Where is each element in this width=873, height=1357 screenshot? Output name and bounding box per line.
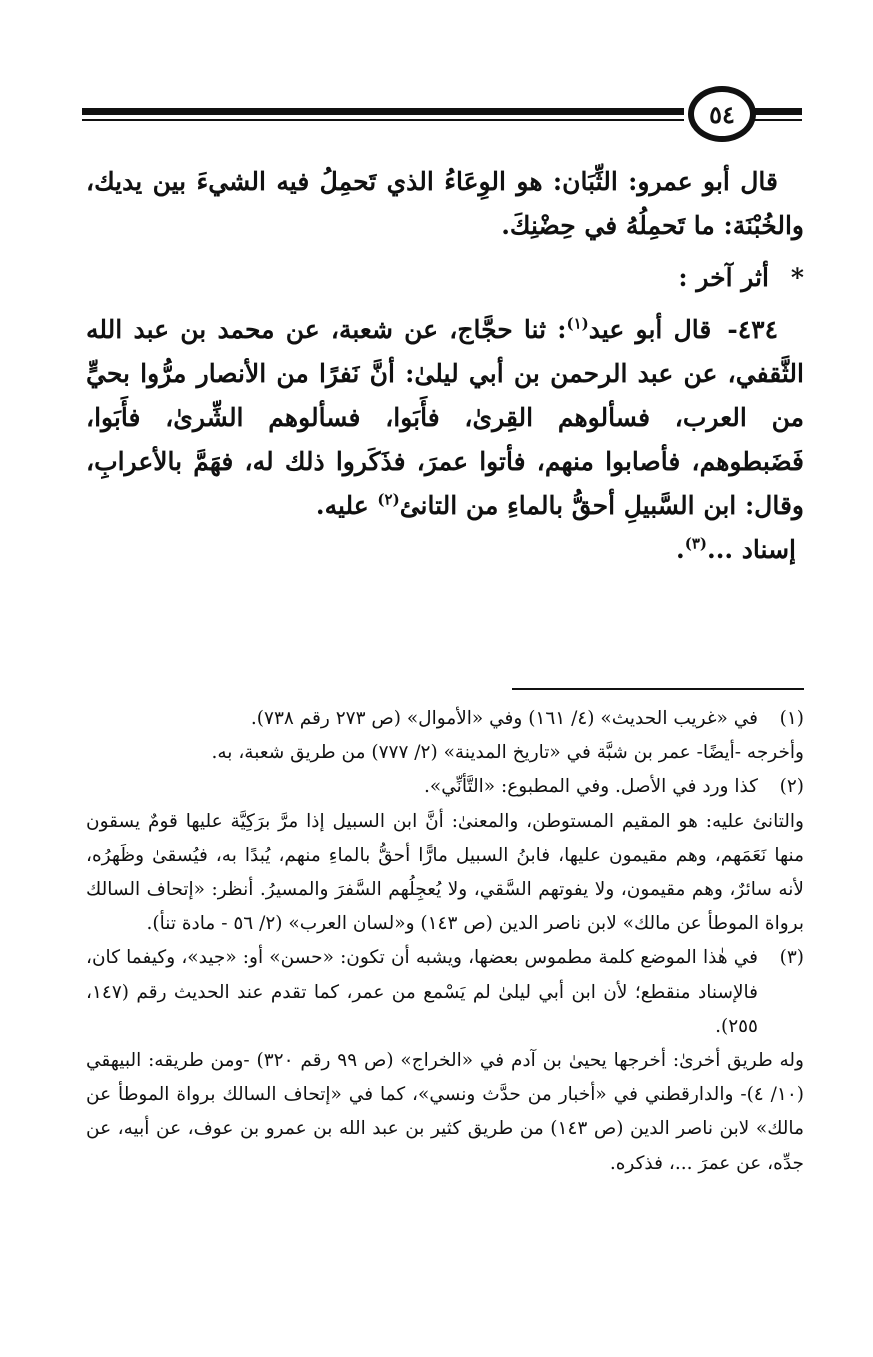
isnad-end: . [675, 535, 685, 564]
hadith-number: ٤٣٤- [727, 315, 779, 344]
footnote-number: (٣) [779, 947, 804, 969]
footnote-separator [512, 688, 804, 690]
main-text [86, 160, 804, 572]
footnote-text: وأخرجه -أيضًا- عمر بن شبَّة في «تاريخ المدينة» (٢/ ٧٧٧) من طريق شعبة، به. [211, 742, 804, 764]
header-rule-right-thin [754, 119, 802, 121]
header-rule-right-thick [754, 108, 802, 115]
footnote-number: (١) [779, 708, 804, 729]
hadith-text-part2: : ثنا حجَّاج، عن شعبة، عن محمد بن عبد الله الثَّقفي، عن عبد الرحمن بن أبي ليلىٰ: أنَّ نَفرًا من الأنصار مرُّوا بحيٍّ من العرب، فسألوهم القِرىٰ، فأَبَوا، فسألوهم الشِّرىٰ، فأَبَوا، فَضَبطوهم، فأصابوا منهم، فأتوا عمرَ، فذَكَروا ذلك له، فهَمَّ بالأعرابِ، وقال: ابن السَّبيلِ أحقُّ بالماءِ من التانئ [86, 315, 804, 520]
footnote-2 [86, 770, 804, 804]
footnote-text: في هٰذا الموضع كلمة مطموس بعضها، ويشبه أن تكون: «حسن» أو: «جيد»، وكيفما كان، فالإسناد منقطع؛ لأن ابن أبي ليلىٰ لم يَسْمع من عمر، كما تقدم عند الحديث رقم (١٤٧، ٢٥٥). [86, 947, 758, 1037]
footnote-number: (٢) [779, 776, 804, 798]
hadith-paragraph [86, 308, 804, 528]
isnad-line [86, 528, 804, 572]
footnote-ref-2: (٢) [377, 490, 400, 509]
footnote-text: وله طريق أخرىٰ: أخرجها يحيىٰ بن آدم في «الخراج» (ص ٩٩ رقم ٣٢٠) -ومن طريقه: البيهقي (١٠/ ٤)- والدارقطني في «أخبار من حدَّث ونسي»، كما في «إتحاف السالك برواة الموطأ عن مالك» لابن ناصر الدين (ص ١٤٣) من طريق كثير بن عبد الله بن عمرو بن عوف، عن أبيه، عن جدِّه، عن عمرَ ...، فذكره. [86, 1050, 804, 1174]
star-icon: * [790, 263, 804, 292]
header-rule-thin [82, 119, 684, 121]
section-title: أثر آخر : [678, 263, 769, 292]
footnote-1 [86, 702, 804, 736]
hadith-text-part1: قال أبو عيد [588, 315, 712, 344]
footnote-text: والتانئ عليه: هو المقيم المستوطن، والمعنىٰ: أنَّ ابن السبيل إذا مرَّ برَكِيَّة عليها قومٌ يسقون منها نَعَمَهم، وهم مقيمون عليها، فابنُ السبيل مارًّا أحقُّ بالماءِ منهم، يُبدًا به، فيُسقىٰ وظَهرُه، لأنه سائرٌ، وهم مقيمون، ولا يفوتهم السَّقي، ولا يُعجِلُهم السَّفرَ والمسيرُ. أنظر: «إتحاف السالك برواة الموطأ عن مالك» لابن ناصر الدين (ص ١٤٣) و«لسان العرب» (٢/ ٥٦ - مادة تنأ). [86, 810, 804, 935]
header-rule-thick [82, 108, 684, 115]
footnote-ref-1: (١) [566, 314, 589, 333]
footnote-text: كذا ورد في الأصل. وفي المطبوع: «التَّأنِّي». [424, 776, 758, 798]
isnad-text: إسناد ... [706, 535, 796, 564]
intro-paragraph: قال أبو عمرو: الثِّبَان: هو الوِعَاءُ الذي تَحمِلُ فيه الشيءَ بين يديك، والخُبْنَة: ما تَحمِلُهُ في حِضْنِكَ. [86, 167, 804, 240]
footnote-ref-3: (٣) [684, 534, 707, 553]
section-heading [86, 256, 804, 300]
footnote-text: في «غريب الحديث» (٤/ ١٦١) وفي «الأموال» (ص ٢٧٣ رقم ٧٣٨). [250, 708, 758, 729]
page-header [82, 86, 802, 152]
footnotes [86, 702, 804, 1181]
page-number: ٥٤ [688, 86, 756, 142]
hadith-text-part3: عليه. [315, 491, 378, 520]
footnote-3 [86, 941, 804, 1044]
